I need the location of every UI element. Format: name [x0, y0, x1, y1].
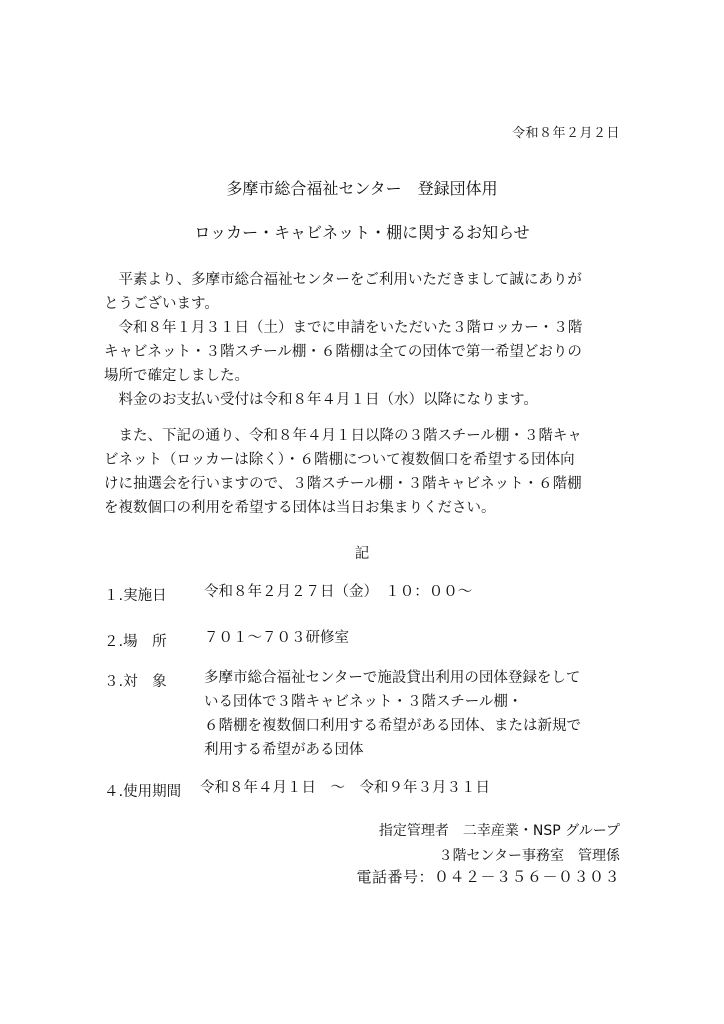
lottery-line: ビネット（ロッカーは除く）・６階棚について複数個口を希望する団体向: [104, 452, 575, 468]
document-title-line2: ロッカー・キャビネット・棚に関するお知らせ: [194, 223, 530, 242]
item-period-value: 令和８年４月１日 ～ 令和９年３月３１日: [200, 780, 490, 796]
ki-heading: 記: [354, 546, 370, 562]
footer-office: ３階センター事務室 管理係: [438, 848, 620, 864]
item-target-line: いる団体で３階キャビネット・３階スチール棚・: [204, 694, 523, 710]
intro-line: 料金のお支払い受付は令和８年４月１日（水）以降になります。: [104, 392, 538, 408]
lottery-line: を複数個口の利用を希望する団体は当日お集まりください。: [104, 500, 496, 516]
intro-line: 令和８年１月３１日（土）までに申請をいただいた３階ロッカー・３階: [104, 320, 583, 336]
lottery-line: また、下記の通り、令和８年４月１日以降の３階スチール棚・３階キャ: [104, 428, 582, 444]
footer-manager: 指定管理者 二幸産業・NSP グループ: [378, 823, 620, 839]
item-place-label: ２.場 所: [104, 634, 167, 650]
item-place-value: ７０１～７０３研修室: [204, 630, 349, 646]
footer-phone: 電話番号：０４２－３５６－０３０３: [356, 868, 620, 886]
intro-line: 平素より、多摩市総合福祉センターをご利用いただきまして誠にありが: [104, 272, 582, 288]
intro-line: キャビネット・３階スチール棚・６階棚は全ての団体で第一希望どおりの: [104, 344, 582, 360]
item-date-label: １.実施日: [104, 588, 167, 604]
item-target-label: ３.対 象: [104, 674, 167, 690]
item-target-line: 多摩市総合福祉センターで施設貸出利用の団体登録をして: [204, 670, 581, 686]
intro-line: とうございます。: [104, 296, 219, 312]
item-target-value: [204, 666, 581, 762]
document-title-line1: 多摩市総合福祉センター 登録団体用: [226, 179, 498, 198]
issue-date: 令和８年２月２日: [511, 126, 620, 141]
item-date-value: 令和８年２月２７日（金） １０：００～: [204, 584, 473, 600]
intro-paragraph: [104, 268, 624, 412]
item-target-line: 利用する希望がある団体: [204, 742, 364, 758]
intro-line: 場所で確定しました。: [104, 368, 249, 384]
item-period-label: ４.使用期間: [104, 784, 182, 800]
lottery-paragraph: [104, 424, 624, 520]
lottery-line: けに抽選会を行いますので、３階スチール棚・３階キャビネット・６階棚: [104, 476, 582, 492]
item-target-line: ６階棚を複数個口利用する希望がある団体、または新規で: [204, 718, 581, 734]
